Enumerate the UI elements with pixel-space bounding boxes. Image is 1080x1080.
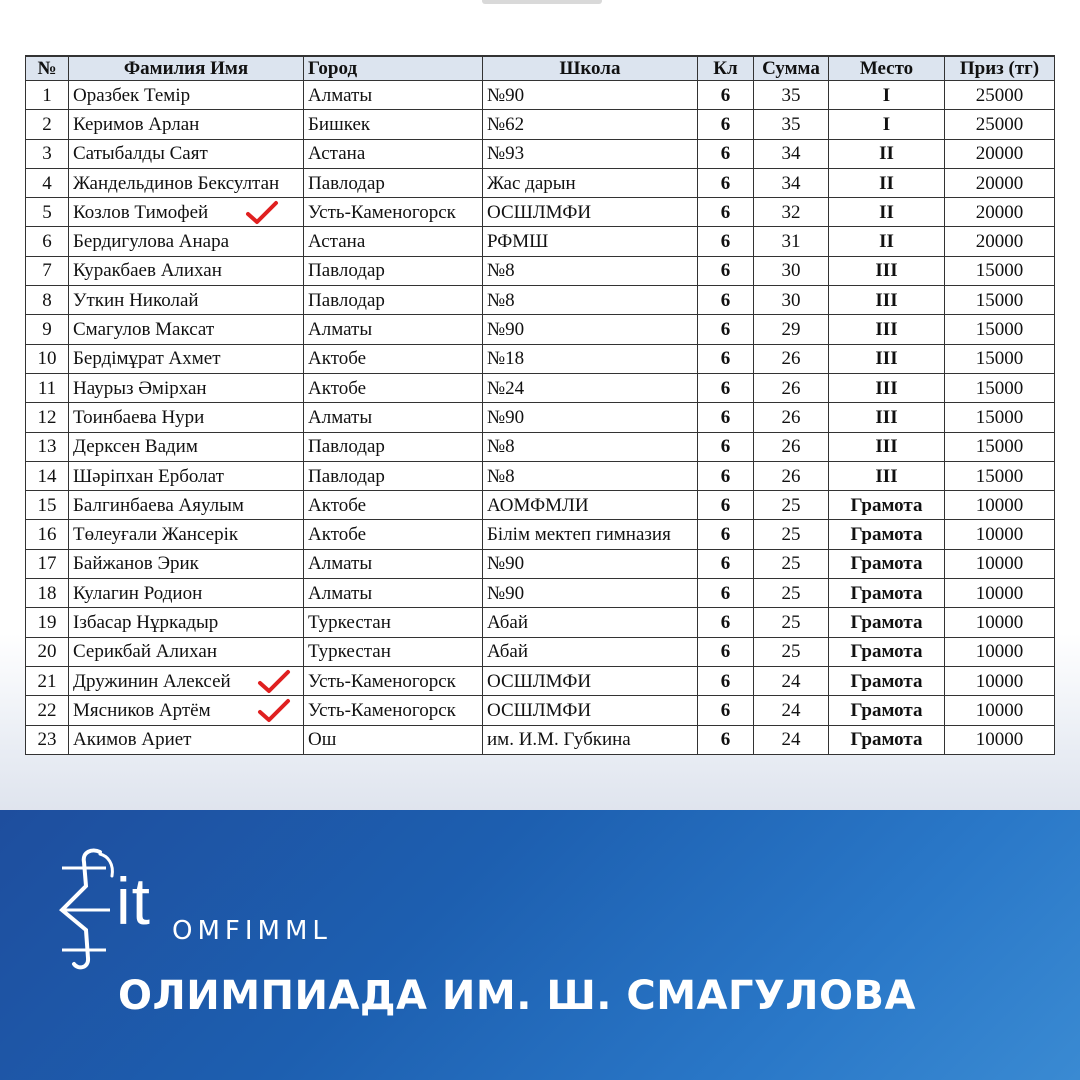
row-city: Алматы <box>304 81 483 110</box>
row-prize: 10000 <box>945 725 1055 754</box>
table-row <box>26 491 1055 520</box>
row-city: Актобе <box>304 344 483 373</box>
row-city: Усть-Каменогорск <box>304 198 483 227</box>
row-prize: 20000 <box>945 168 1055 197</box>
row-city: Усть-Каменогорск <box>304 696 483 725</box>
table-row <box>26 403 1055 432</box>
row-place: Грамота <box>829 666 945 695</box>
row-class: 6 <box>698 549 754 578</box>
row-num: 6 <box>26 227 69 256</box>
row-name: Бердімұрат Ахмет <box>69 344 304 373</box>
row-num: 11 <box>26 373 69 402</box>
row-sum: 25 <box>754 579 829 608</box>
table-row <box>26 608 1055 637</box>
row-class: 6 <box>698 198 754 227</box>
row-place: Грамота <box>829 520 945 549</box>
row-school: ОСШЛМФИ <box>483 666 698 695</box>
row-school: ОСШЛМФИ <box>483 198 698 227</box>
row-prize: 15000 <box>945 344 1055 373</box>
row-name: Тоинбаева Нури <box>69 403 304 432</box>
row-place: II <box>829 198 945 227</box>
header-name: Фамилия Имя <box>69 56 304 81</box>
row-name: Серикбай Алихан <box>69 637 304 666</box>
row-prize: 10000 <box>945 491 1055 520</box>
row-city: Павлодар <box>304 461 483 490</box>
row-class: 6 <box>698 579 754 608</box>
row-num: 16 <box>26 520 69 549</box>
row-sum: 35 <box>754 110 829 139</box>
row-num: 4 <box>26 168 69 197</box>
row-place: Грамота <box>829 725 945 754</box>
row-place: Грамота <box>829 579 945 608</box>
row-prize: 15000 <box>945 256 1055 285</box>
row-class: 6 <box>698 491 754 520</box>
row-school: РФМШ <box>483 227 698 256</box>
table-row <box>26 432 1055 461</box>
row-num: 7 <box>26 256 69 285</box>
row-num: 3 <box>26 139 69 168</box>
row-class: 6 <box>698 520 754 549</box>
row-sum: 34 <box>754 168 829 197</box>
red-checkmark-icon <box>245 200 279 226</box>
row-place: III <box>829 373 945 402</box>
row-school: Білім мектеп гимназия <box>483 520 698 549</box>
row-city: Павлодар <box>304 256 483 285</box>
table-row <box>26 139 1055 168</box>
row-sum: 32 <box>754 198 829 227</box>
row-num: 15 <box>26 491 69 520</box>
row-class: 6 <box>698 256 754 285</box>
row-class: 6 <box>698 608 754 637</box>
row-sum: 34 <box>754 139 829 168</box>
row-name: Дерксен Вадим <box>69 432 304 461</box>
row-school: Абай <box>483 608 698 637</box>
row-place: III <box>829 461 945 490</box>
table-row <box>26 110 1055 139</box>
row-sum: 25 <box>754 608 829 637</box>
row-num: 19 <box>26 608 69 637</box>
row-school: Жас дарын <box>483 168 698 197</box>
row-city: Актобе <box>304 373 483 402</box>
row-name: Смагулов Максат <box>69 315 304 344</box>
row-sum: 25 <box>754 520 829 549</box>
row-class: 6 <box>698 373 754 402</box>
row-sum: 24 <box>754 696 829 725</box>
header-num: № <box>26 56 69 81</box>
row-place: III <box>829 432 945 461</box>
row-num: 20 <box>26 637 69 666</box>
row-name: Мясников Артём <box>69 696 304 725</box>
row-num: 18 <box>26 579 69 608</box>
row-sum: 26 <box>754 403 829 432</box>
row-sum: 26 <box>754 461 829 490</box>
row-prize: 10000 <box>945 637 1055 666</box>
table-row <box>26 725 1055 754</box>
row-num: 21 <box>26 666 69 695</box>
row-prize: 15000 <box>945 432 1055 461</box>
row-school: №24 <box>483 373 698 402</box>
row-place: III <box>829 286 945 315</box>
row-school: им. И.М. Губкина <box>483 725 698 754</box>
row-prize: 15000 <box>945 286 1055 315</box>
header-class: Кл <box>698 56 754 81</box>
row-city: Алматы <box>304 315 483 344</box>
table-row <box>26 373 1055 402</box>
table-row <box>26 227 1055 256</box>
row-class: 6 <box>698 139 754 168</box>
row-school: №90 <box>483 81 698 110</box>
row-place: Грамота <box>829 637 945 666</box>
row-prize: 20000 <box>945 227 1055 256</box>
row-name: Төлеуғали Жансерік <box>69 520 304 549</box>
row-class: 6 <box>698 461 754 490</box>
row-class: 6 <box>698 286 754 315</box>
logo-brand-text: OMFIMML <box>172 916 332 946</box>
row-num: 8 <box>26 286 69 315</box>
row-name: Керимов Арлан <box>69 110 304 139</box>
table-row <box>26 168 1055 197</box>
row-place: II <box>829 168 945 197</box>
row-name: Наурыз Әмірхан <box>69 373 304 402</box>
row-place: I <box>829 110 945 139</box>
row-name: Акимов Ариет <box>69 725 304 754</box>
row-place: I <box>829 81 945 110</box>
row-sum: 26 <box>754 373 829 402</box>
row-place: III <box>829 403 945 432</box>
row-place: Грамота <box>829 696 945 725</box>
row-prize: 10000 <box>945 696 1055 725</box>
row-name: Бердигулова Анара <box>69 227 304 256</box>
table-row <box>26 256 1055 285</box>
row-class: 6 <box>698 725 754 754</box>
row-class: 6 <box>698 168 754 197</box>
logo-it-text: it <box>116 864 151 938</box>
row-city: Алматы <box>304 549 483 578</box>
row-school: ОСШЛМФИ <box>483 696 698 725</box>
table-header-row <box>26 56 1055 81</box>
row-class: 6 <box>698 227 754 256</box>
row-sum: 26 <box>754 432 829 461</box>
header-school: Школа <box>483 56 698 81</box>
row-num: 22 <box>26 696 69 725</box>
row-class: 6 <box>698 110 754 139</box>
row-place: Грамота <box>829 608 945 637</box>
row-prize: 10000 <box>945 520 1055 549</box>
table-row <box>26 286 1055 315</box>
table-row <box>26 549 1055 578</box>
row-sum: 25 <box>754 637 829 666</box>
table-row <box>26 315 1055 344</box>
row-city: Павлодар <box>304 168 483 197</box>
table-row <box>26 461 1055 490</box>
row-class: 6 <box>698 666 754 695</box>
row-city: Павлодар <box>304 432 483 461</box>
row-prize: 20000 <box>945 139 1055 168</box>
row-class: 6 <box>698 81 754 110</box>
row-school: №8 <box>483 461 698 490</box>
row-city: Актобе <box>304 520 483 549</box>
table-row <box>26 344 1055 373</box>
row-school: №93 <box>483 139 698 168</box>
row-place: III <box>829 256 945 285</box>
row-num: 12 <box>26 403 69 432</box>
row-name: Балгинбаева Аяулым <box>69 491 304 520</box>
row-school: №8 <box>483 432 698 461</box>
row-place: Грамота <box>829 549 945 578</box>
row-num: 17 <box>26 549 69 578</box>
header-city: Город <box>304 56 483 81</box>
row-school: №62 <box>483 110 698 139</box>
row-name: Дружинин Алексей <box>69 666 304 695</box>
row-prize: 10000 <box>945 549 1055 578</box>
row-school: №90 <box>483 579 698 608</box>
row-school: №18 <box>483 344 698 373</box>
row-prize: 15000 <box>945 461 1055 490</box>
row-num: 13 <box>26 432 69 461</box>
row-num: 2 <box>26 110 69 139</box>
row-school: №8 <box>483 286 698 315</box>
row-city: Алматы <box>304 403 483 432</box>
row-prize: 25000 <box>945 110 1055 139</box>
table-row <box>26 637 1055 666</box>
row-sum: 29 <box>754 315 829 344</box>
row-name: Кулагин Родион <box>69 579 304 608</box>
row-place: Грамота <box>829 491 945 520</box>
row-city: Туркестан <box>304 608 483 637</box>
header-place: Место <box>829 56 945 81</box>
olympiad-headline: ОЛИМПИАДА ИМ. Ш. СМАГУЛОВА <box>118 973 916 1019</box>
row-sum: 25 <box>754 549 829 578</box>
table-row <box>26 520 1055 549</box>
row-school: №90 <box>483 549 698 578</box>
row-sum: 35 <box>754 81 829 110</box>
row-class: 6 <box>698 637 754 666</box>
sigma-logo-icon <box>56 846 376 970</box>
row-sum: 26 <box>754 344 829 373</box>
row-num: 14 <box>26 461 69 490</box>
row-school: №90 <box>483 403 698 432</box>
table-row <box>26 198 1055 227</box>
table-row <box>26 81 1055 110</box>
row-prize: 15000 <box>945 403 1055 432</box>
row-class: 6 <box>698 696 754 725</box>
row-name: Оразбек Темір <box>69 81 304 110</box>
row-city: Актобе <box>304 491 483 520</box>
row-prize: 25000 <box>945 81 1055 110</box>
row-name: Уткин Николай <box>69 286 304 315</box>
row-num: 10 <box>26 344 69 373</box>
header-sum: Сумма <box>754 56 829 81</box>
row-sum: 25 <box>754 491 829 520</box>
row-place: II <box>829 227 945 256</box>
row-prize: 15000 <box>945 373 1055 402</box>
row-city: Ош <box>304 725 483 754</box>
row-num: 23 <box>26 725 69 754</box>
row-name: Куракбаев Алихан <box>69 256 304 285</box>
row-class: 6 <box>698 315 754 344</box>
red-checkmark-icon <box>257 669 291 695</box>
row-num: 9 <box>26 315 69 344</box>
cropped-title-remnant <box>482 0 602 4</box>
row-name: Сатыбалды Саят <box>69 139 304 168</box>
row-sum: 30 <box>754 286 829 315</box>
row-city: Павлодар <box>304 286 483 315</box>
row-name: Козлов Тимофей <box>69 198 304 227</box>
row-name: Байжанов Эрик <box>69 549 304 578</box>
row-sum: 24 <box>754 666 829 695</box>
row-sum: 31 <box>754 227 829 256</box>
row-sum: 24 <box>754 725 829 754</box>
row-school: №8 <box>483 256 698 285</box>
row-name: Шәріпхан Ерболат <box>69 461 304 490</box>
row-class: 6 <box>698 344 754 373</box>
header-prize: Приз (тг) <box>945 56 1055 81</box>
row-num: 5 <box>26 198 69 227</box>
row-city: Астана <box>304 227 483 256</box>
row-place: II <box>829 139 945 168</box>
row-name: Жандельдинов Бексултан <box>69 168 304 197</box>
row-city: Туркестан <box>304 637 483 666</box>
row-class: 6 <box>698 403 754 432</box>
row-prize: 10000 <box>945 666 1055 695</box>
row-city: Усть-Каменогорск <box>304 666 483 695</box>
results-table <box>25 55 1055 755</box>
row-num: 1 <box>26 81 69 110</box>
red-checkmark-icon <box>257 698 291 724</box>
row-prize: 15000 <box>945 315 1055 344</box>
table-row <box>26 666 1055 695</box>
row-prize: 10000 <box>945 579 1055 608</box>
row-class: 6 <box>698 432 754 461</box>
row-place: III <box>829 344 945 373</box>
row-city: Астана <box>304 139 483 168</box>
row-prize: 10000 <box>945 608 1055 637</box>
table-row <box>26 579 1055 608</box>
table-row <box>26 696 1055 725</box>
row-school: Абай <box>483 637 698 666</box>
row-name: Ізбасар Нұркадыр <box>69 608 304 637</box>
row-place: III <box>829 315 945 344</box>
row-school: №90 <box>483 315 698 344</box>
row-city: Алматы <box>304 579 483 608</box>
row-prize: 20000 <box>945 198 1055 227</box>
row-school: АОМФМЛИ <box>483 491 698 520</box>
row-city: Бишкек <box>304 110 483 139</box>
row-sum: 30 <box>754 256 829 285</box>
